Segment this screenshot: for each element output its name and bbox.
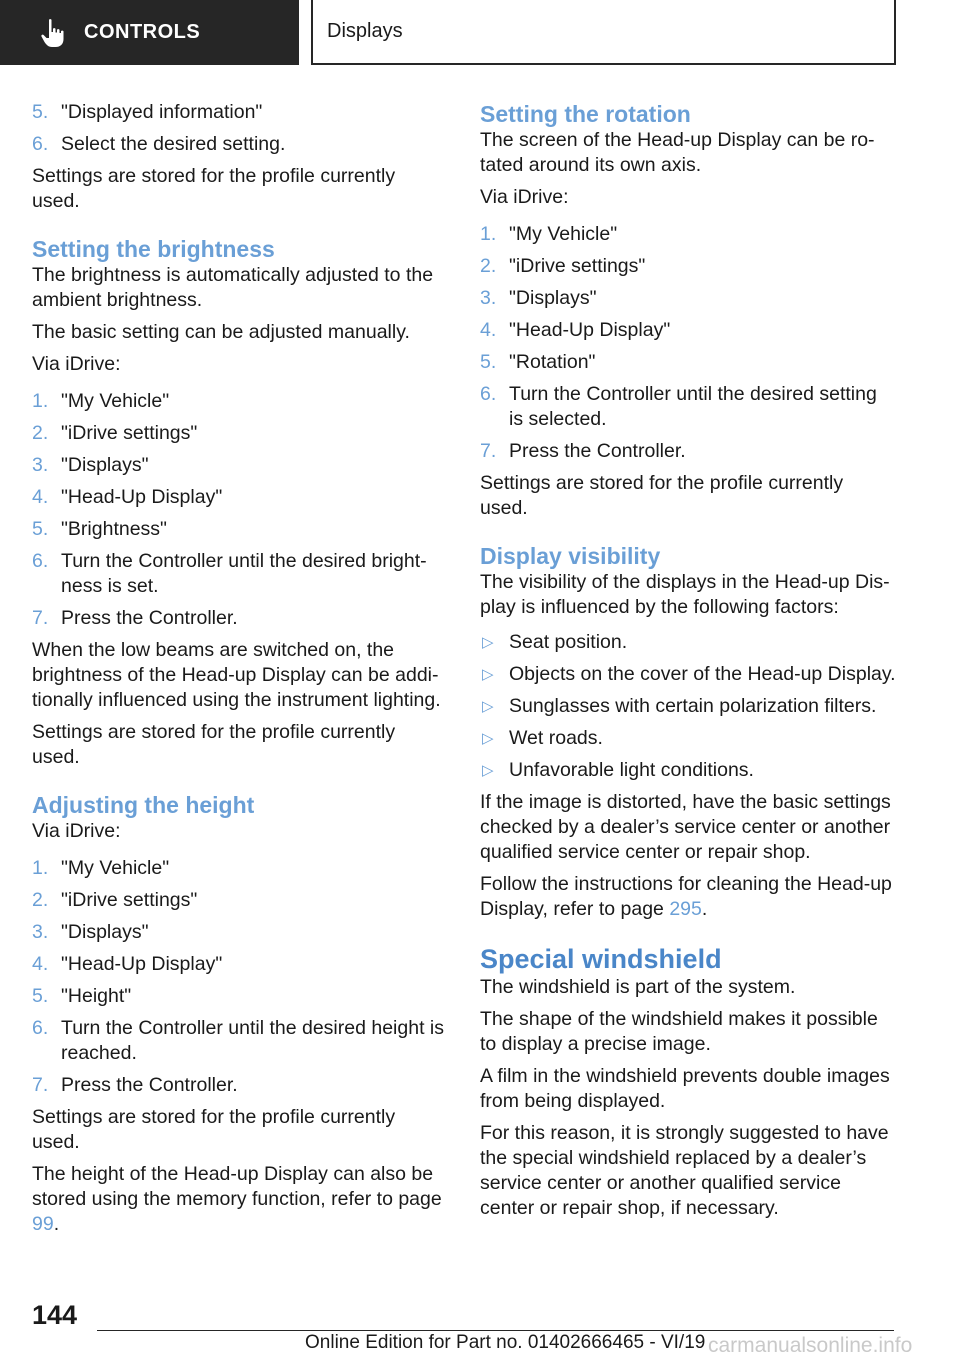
page-link-295[interactable]: 295 (669, 898, 702, 920)
step-text: "Rotation" (509, 351, 596, 373)
left-column (32, 100, 444, 1244)
step-number: 2. (32, 889, 49, 911)
list-item (480, 758, 896, 783)
step-number: 4. (32, 953, 49, 975)
list-item (480, 439, 896, 464)
list-item (480, 318, 896, 343)
paragraph: A film in the windshield prevents double images from being displayed. (480, 1065, 890, 1112)
triangle-bullet-icon: ▷ (482, 762, 494, 779)
step-number: 6. (32, 133, 49, 155)
list-item (32, 100, 444, 125)
list-item (32, 984, 444, 1009)
step-text: "Brightness" (61, 518, 167, 540)
list-item (480, 630, 896, 655)
section-heading-height: Adjusting the height (32, 792, 255, 818)
paragraph-end: . (701, 898, 708, 920)
step-text: "Head-Up Display" (61, 953, 223, 975)
step-number: 3. (32, 454, 49, 476)
step-number: 6. (32, 550, 49, 572)
section-label: CONTROLS (84, 21, 201, 43)
list-item (32, 132, 444, 157)
step-number: 4. (32, 486, 49, 508)
list-item (480, 350, 896, 375)
list-item (32, 888, 444, 913)
list-item (480, 222, 896, 247)
list-item (32, 1016, 444, 1066)
bullet-text: Sunglasses with certain polarization filters. (509, 695, 877, 717)
triangle-bullet-icon: ▷ (482, 730, 494, 747)
paragraph: When the low beams are switched on, the brightness of the Head-up Display can be addi‐tionally influenced using the instrument lighting. (32, 639, 441, 711)
paragraph: Settings are stored for the profile currently used. (32, 1106, 396, 1153)
paragraph: For this reason, it is strongly suggested to have the special windshield replaced by a dealer’s service center or another qualified service center or repair shop, if necessary. (480, 1122, 889, 1219)
footer-divider (97, 1330, 894, 1331)
triangle-bullet-icon: ▷ (482, 666, 494, 683)
bullet-text: Seat position. (509, 631, 628, 653)
step-number: 2. (480, 255, 497, 277)
paragraph: Via iDrive: (480, 186, 569, 208)
step-text: "Displays" (61, 454, 149, 476)
section-heading-windshield: Special windshield (480, 944, 722, 974)
triangle-bullet-icon: ▷ (482, 634, 494, 651)
step-number: 1. (32, 390, 49, 412)
brightness-step-list (32, 389, 444, 631)
step-text: "My Vehicle" (509, 223, 618, 245)
chapter-label: Displays (327, 20, 403, 42)
step-text: "iDrive settings" (61, 889, 198, 911)
list-item (32, 421, 444, 446)
step-text: "Head-Up Display" (61, 486, 223, 508)
chapter-tab-displays (311, 0, 896, 65)
continued-step-list (32, 100, 444, 157)
paragraph: Settings are stored for the profile currently used. (480, 472, 844, 519)
paragraph: Settings are stored for the profile currently used. (32, 165, 396, 212)
paragraph: Via iDrive: (32, 820, 121, 842)
step-number: 3. (32, 921, 49, 943)
step-number: 2. (32, 422, 49, 444)
list-item (480, 254, 896, 279)
step-text: Turn the Controller until the desired setting is selected. (509, 383, 877, 430)
list-item (480, 662, 896, 687)
paragraph: Settings are stored for the profile currently used. (32, 721, 396, 768)
section-heading-brightness: Setting the brightness (32, 236, 275, 262)
step-number: 7. (32, 607, 49, 629)
list-item (32, 952, 444, 977)
paragraph-text: The height of the Head-up Display can also be stored using the memory function, refer to page (32, 1163, 442, 1210)
paragraph: The screen of the Head-up Display can be ro‐tated around its own axis. (480, 129, 875, 176)
step-text: "Head-Up Display" (509, 319, 671, 341)
visibility-factor-list (480, 630, 896, 783)
step-text: Press the Controller. (61, 607, 238, 629)
rotation-step-list (480, 222, 896, 464)
list-item (32, 856, 444, 881)
step-text: "My Vehicle" (61, 857, 170, 879)
list-item (480, 694, 896, 719)
step-text: "Height" (61, 985, 132, 1007)
step-text: "Displays" (61, 921, 149, 943)
paragraph: If the image is distorted, have the basic settings checked by a dealer’s service center or another qualified service center or repair shop. (480, 791, 891, 863)
paragraph-with-link (480, 872, 896, 922)
step-number: 5. (32, 518, 49, 540)
step-text: Turn the Controller until the desired bright‐ness is set. (61, 550, 427, 597)
step-number: 5. (32, 985, 49, 1007)
step-text: "Displayed information" (61, 101, 263, 123)
watermark: carmanualsonline.info (708, 1334, 913, 1357)
triangle-bullet-icon: ▷ (482, 698, 494, 715)
paragraph-end: . (53, 1213, 60, 1235)
step-number: 3. (480, 287, 497, 309)
step-number: 5. (480, 351, 497, 373)
step-number: 7. (32, 1074, 49, 1096)
step-number: 6. (480, 383, 497, 405)
edition-text: Online Edition for Part no. 01402666465 - VI/19 (305, 1332, 706, 1353)
step-text: "My Vehicle" (61, 390, 170, 412)
step-text: "Displays" (509, 287, 597, 309)
paragraph-with-link (32, 1162, 444, 1237)
list-item (32, 606, 444, 631)
step-number: 4. (480, 319, 497, 341)
paragraph: The brightness is automatically adjusted to the ambient brightness. (32, 264, 434, 311)
paragraph: The shape of the windshield makes it possible to display a precise image. (480, 1008, 878, 1055)
list-item (32, 920, 444, 945)
step-number: 1. (480, 223, 497, 245)
hand-pointer-icon (40, 18, 66, 48)
list-item (32, 453, 444, 478)
list-item (480, 726, 896, 751)
page-number: 144 (32, 1300, 78, 1330)
list-item (32, 389, 444, 414)
paragraph: The windshield is part of the system. (480, 976, 796, 998)
list-item (32, 485, 444, 510)
right-column (480, 100, 896, 1228)
step-number: 5. (32, 101, 49, 123)
bullet-text: Objects on the cover of the Head-up Display. (509, 663, 896, 685)
paragraph: Via iDrive: (32, 353, 121, 375)
bullet-text: Wet roads. (509, 727, 603, 749)
step-text: Press the Controller. (509, 440, 686, 462)
step-text: Press the Controller. (61, 1074, 238, 1096)
section-tab-controls (0, 0, 299, 65)
step-text: Select the desired setting. (61, 133, 286, 155)
step-text: "iDrive settings" (61, 422, 198, 444)
paragraph-text: Follow the instructions for cleaning the Head-up Display, refer to page (480, 873, 892, 920)
list-item (32, 1073, 444, 1098)
list-item (32, 517, 444, 542)
list-item (32, 549, 444, 599)
step-number: 1. (32, 857, 49, 879)
list-item (480, 286, 896, 311)
list-item (480, 382, 896, 432)
step-number: 6. (32, 1017, 49, 1039)
bullet-text: Unfavorable light conditions. (509, 759, 754, 781)
section-heading-rotation: Setting the rotation (480, 101, 691, 127)
page-link-99[interactable]: 99 (32, 1213, 54, 1235)
height-step-list (32, 856, 444, 1098)
paragraph: The basic setting can be adjusted manually. (32, 321, 410, 343)
section-heading-visibility: Display visibility (480, 543, 661, 569)
step-text: Turn the Controller until the desired height is reached. (61, 1017, 444, 1064)
step-number: 7. (480, 440, 497, 462)
step-text: "iDrive settings" (509, 255, 646, 277)
paragraph: The visibility of the displays in the Head-up Dis‐play is influenced by the following factors: (480, 571, 890, 618)
